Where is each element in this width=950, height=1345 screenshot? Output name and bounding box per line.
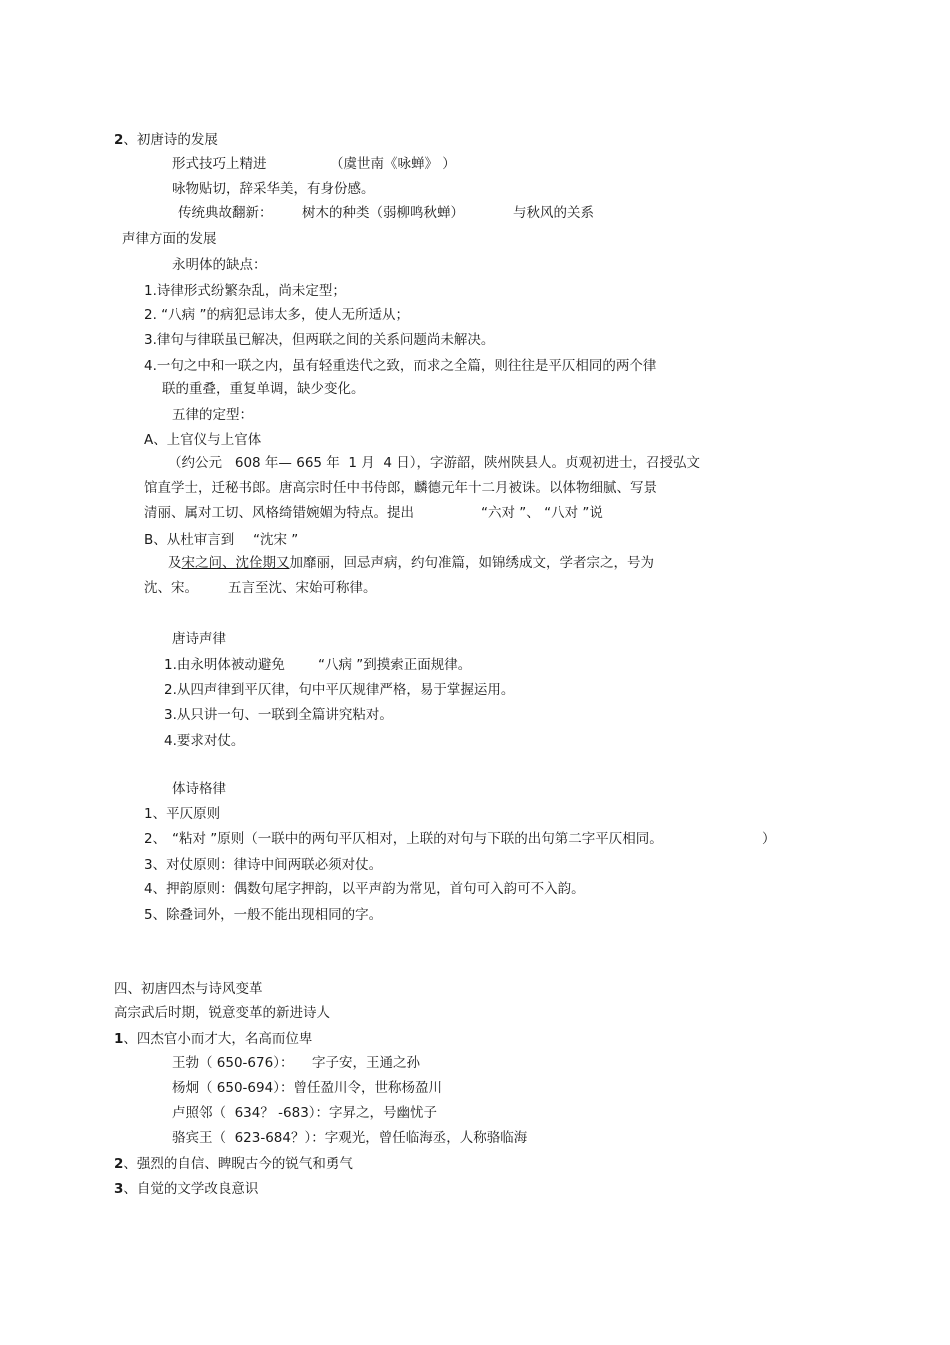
text-line: （虞世南《咏蝉》 ） [330, 156, 456, 172]
poet-line: 字子安，王通之孙 [312, 1055, 420, 1071]
underlined-char: 又 [276, 555, 290, 571]
list-item: “粘对 ”原则（一联中的两句平仄相对，上联的对句与下联的出句第二字平仄相同。 [172, 831, 663, 847]
point-text: 、强烈的自信、睥睨古今的锐气和勇气 [123, 1156, 353, 1172]
subsection-title: 永明体的缺点： [172, 257, 267, 273]
point-number: 1 [114, 1031, 124, 1047]
underlined-names: 宋之问、沈佺期 [181, 555, 276, 571]
point-number: 2 [114, 1156, 124, 1172]
text-span: 加靡丽，回忌声病，约句准篇，如锦绣成文，学者宗之，号为 [289, 555, 654, 571]
poet-line: 骆宾王（ 623-684？）：字观光，曾任临海丞，人称骆临海 [172, 1130, 528, 1146]
section-number: 2 [114, 132, 124, 148]
point-heading [114, 1180, 258, 1198]
text-line: （约公元 608 年— 665 年 1 月 4 日），字游韶，陕州陕县人。贞观初进士，召授弘文 [168, 455, 700, 471]
text-span: 及 [168, 555, 182, 571]
item-heading: “沈宋 ” [253, 532, 299, 548]
section-title: 、初唐诗的发展 [123, 132, 218, 148]
list-item: 5、除叠词外，一般不能出现相同的字。 [144, 907, 383, 923]
list-item: 3.律句与律联虽已解决，但两联之间的关系问题尚未解决。 [144, 332, 495, 348]
section-2-heading [114, 131, 218, 149]
list-item: 4、押韵原则：偶数句尾字押韵，以平声韵为常见，首句可入韵可不入韵。 [144, 881, 585, 897]
list-item: 1.诗律形式纷繁杂乱，尚未定型； [144, 283, 346, 299]
poet-line: 卢照邻（ 634？ -683）：字昇之，号幽忧子 [172, 1105, 438, 1121]
point-text: 、四杰官小而才大，名高而位卑 [123, 1031, 313, 1047]
item-heading: B、从杜审言到 [144, 532, 235, 548]
subsection-title: 唐诗声律 [172, 631, 226, 647]
text-line: 与秋风的关系 [513, 205, 594, 221]
text-line: “六对 ”、 “八对 ”说 [481, 505, 603, 521]
text-line: 形式技巧上精进 [172, 156, 267, 172]
list-item: 3.从只讲一句、一联到全篇讲究粘对。 [164, 707, 393, 723]
list-item: 2、 [144, 831, 167, 847]
list-item-continuation: 联的重叠，重复单调，缺少变化。 [162, 381, 365, 397]
section-title: 声律方面的发展 [122, 231, 217, 247]
poet-line: 杨炯（ 650-694）：曾任盈川令，世称杨盈川 [172, 1080, 442, 1096]
text-line: 传统典故翻新： [178, 205, 273, 221]
text-line: 五言至沈、宋始可称律。 [228, 580, 377, 596]
text-line: 高宗武后时期，锐意变革的新进诗人 [114, 1005, 330, 1021]
text-line: 沈、宋。 [144, 580, 198, 596]
poet-line: 王勃（ 650-676）： [172, 1055, 294, 1071]
list-item: 4.一句之中和一联之内，虽有轻重迭代之致，而求之全篇，则往往是平仄相同的两个律 [144, 358, 657, 374]
point-text: 、自觉的文学改良意识 [123, 1181, 259, 1197]
item-heading: A、上官仪与上官体 [144, 432, 262, 448]
text-line: 咏物贴切，辞采华美，有身份感。 [172, 181, 375, 197]
section-title: 四、初唐四杰与诗风变革 [114, 981, 263, 997]
list-item: “八病 ”到摸索正面规律。 [318, 657, 472, 673]
list-item: 3、对仗原则：律诗中间两联必须对仗。 [144, 857, 383, 873]
subsection-title: 五律的定型： [172, 407, 253, 423]
text-line: 树木的种类（弱柳鸣秋蝉） [302, 205, 464, 221]
list-item: 4.要求对仗。 [164, 733, 245, 749]
point-heading [114, 1030, 312, 1048]
text-line: 清丽、属对工切、风格绮错婉媚为特点。提出 [144, 505, 414, 521]
text-line: 馆直学士，迁秘书郎。唐高宗时任中书侍郎，麟德元年十二月被诛。以体物细腻、写景 [144, 480, 657, 496]
point-number: 3 [114, 1181, 124, 1197]
list-item: 2.从四声律到平仄律，句中平仄规律严格，易于掌握运用。 [164, 682, 515, 698]
list-item: ） [762, 831, 776, 847]
subsection-title: 体诗格律 [172, 781, 226, 797]
point-heading [114, 1155, 353, 1173]
list-item: 1、平仄原则 [144, 806, 221, 822]
list-item: 2. “八病 ”的病犯忌讳太多，使人无所适从； [144, 307, 409, 323]
list-item: 1.由永明体被动避免 [164, 657, 285, 673]
text-line [168, 554, 654, 572]
